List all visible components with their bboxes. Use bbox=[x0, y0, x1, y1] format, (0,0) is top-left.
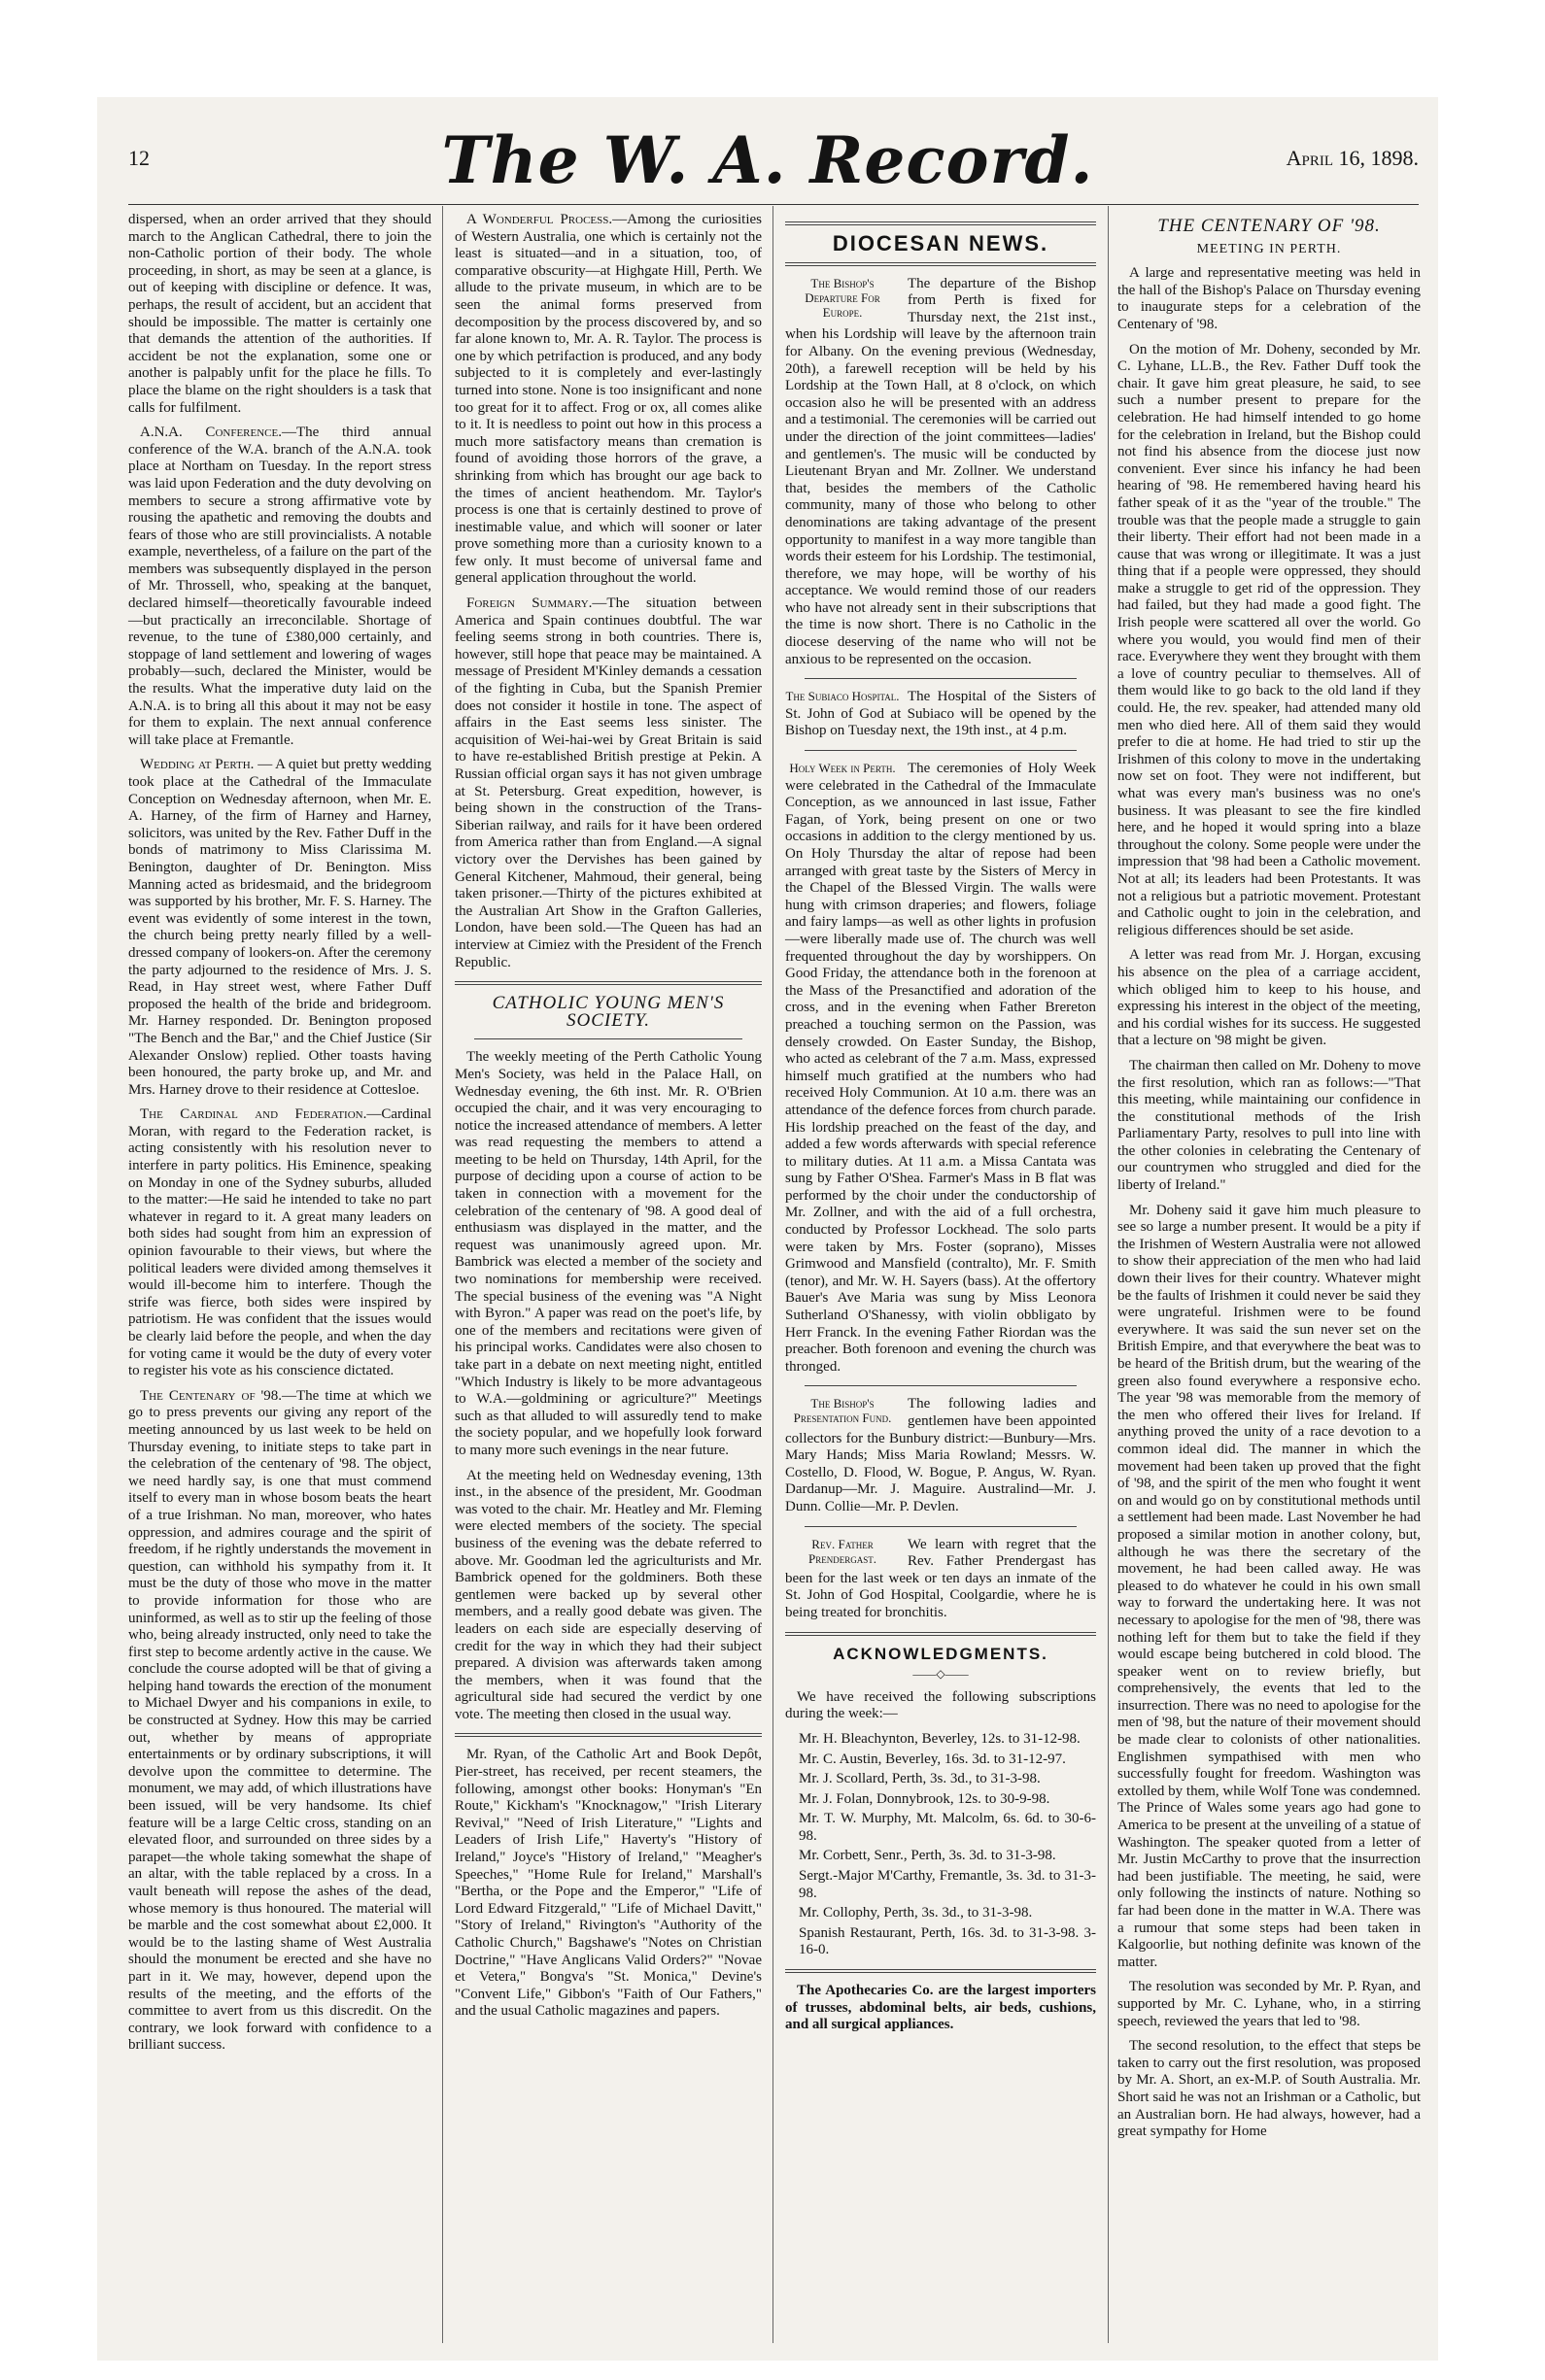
article-cardinal bbox=[128, 1106, 431, 1380]
newspaper-title: The W. A. Record. bbox=[441, 122, 1094, 198]
newspaper-page bbox=[97, 97, 1438, 2361]
section-rule bbox=[785, 221, 1096, 225]
section-subheading: MEETING IN PERTH. bbox=[1196, 241, 1342, 256]
side-heading: The Subiaco Hospital. bbox=[785, 689, 900, 704]
masthead bbox=[97, 97, 1438, 223]
list-item: Mr. Collophy, Perth, 3s. 3d., to 31-3-98. bbox=[799, 1905, 1033, 1921]
item-rule bbox=[805, 750, 1077, 751]
meeting-paragraph: A large and representative meeting was held in the hall of the Bishop's Palace on Thursday evening to inaugurate steps for a celebration of the Centenary of '98. bbox=[1117, 265, 1421, 332]
section-rule bbox=[785, 1969, 1096, 1973]
meeting-paragraph: The chairman then called on Mr. Doheny to move the first resolution, which ran as follows:—"That this meeting, while maintaining our confidence in the constitutional methods of the Irish Parliamentary Party, resolves to pull into line with the other colonies in celebrating the Centenary of our countrymen who struggled and died for the liberty of Ireland." bbox=[1117, 1057, 1421, 1194]
ack-list bbox=[785, 1731, 1096, 1959]
column-1 bbox=[128, 212, 431, 2062]
item-father-prendergast bbox=[785, 1537, 1096, 1622]
section-rule bbox=[785, 262, 1096, 266]
article-body: —The situation between America and Spain continues doubtful. The war feeling seems strong in both countries. There is, however, still hope that peace may be maintained. A message of President M'Kinley demands a cessation of the fighting in Cuba, but the Spanish Premier does not consider it hostile in tone. The aspect of affairs in the East seems less sinister. The acquisition of Wei-hai-wei by Great Britain is said to have re-established British prestige at Pekin. A Russian official organ says it has not given umbrage at St. Petersburg. Great expedition, however, is being shown in the construction of the Trans-Siberian railway, and rails for it have been ordered from America rather than from England.—A signal victory over the Dervishes has been gained by General Kitchener, Mahmoud, their general, being taken prisoner.—Thirty of the pictures exhibited at the Australian Art Show in the Grafton Galleries, London, have been sold.—The Queen has had an interview at Cimiez with the President of the French Republic. bbox=[455, 595, 762, 970]
apothecaries-advert: The Apothecaries Co. are the largest importers of trusses, abdominal belts, air beds, cushions, and all surgical appliances. bbox=[785, 1983, 1096, 2033]
list-item: Mr. J. Scollard, Perth, 3s. 3d., to 31-3-98. bbox=[799, 1771, 1041, 1787]
article-lead: A Wonderful Process. bbox=[466, 212, 613, 227]
cyms-paragraph: At the meeting held on Wednesday evening, 13th inst., in the absence of the president, Mr. Goodman was voted to the chair. Mr. Heatley and Mr. Fleming were elected members of the society. The special business of the evening was the debate referred to above. Mr. Goodman led the agriculturists and Mr. Bambrick opened for the goldminers. Both these gentlemen were backed up by several other members, and a really good debate was given. The leaders on each side are especially deserving of credit for the way in which they had their subject prepared. A division was afterwards taken among the members, when it was found that the agricultural side had secured the verdict by one vote. The meeting then closed in the usual way. bbox=[455, 1467, 762, 1722]
issue-date: April 16, 1898. bbox=[1286, 146, 1419, 170]
list-item: Mr. C. Austin, Beverley, 16s. 3d. to 31-12-97. bbox=[799, 1751, 1066, 1767]
article-body: —The third annual conference of the W.A. branch of the A.N.A. took place at Northam on Tuesday. In the report stress was laid upon Federation and the duty devolving on members to secure a strong affirmative vote by rousing the apathetic and removing the doubts and fears of those who are still provincialists. A notable example, nevertheless, of a failure on the part of the members was subsequently displayed in the person of Mr. Throssell, who, speaking at the banquet, declared himself—theoretically favourable indeed—but practically an irreconcilable. Shortage of revenue, to the tune of £380,000 certainly, and stoppage of land settlement and lowering of wages probably—such, declared the Minister, would be the results. What the imperative duty laid on the A.N.A. is to bring all this about it may not be easy for them to explain. The next annual conference will take place at Fremantle. bbox=[128, 425, 431, 748]
meeting-paragraph: On the motion of Mr. Doheny, seconded by Mr. C. Lyhane, LL.B., the Rev. Father Duff took the chair. It gave him great pleasure, he said, to see such a number present to prepare for the celebration. He had himself intended to go home for the celebration in Ireland, but the Bishop could not find his absence from the diocese just now convenient. Ever since his infancy he had been hearing of '98. He remembered having heard his father speak of it as the "year of the trouble." The trouble was that the people made a struggle to gain their liberty. Their effort had not been made in a cause that was wrong or illegitimate. It was a just thing that if a people were oppressed, they should make a struggle to get rid of the oppression. They had failed, but they had made a good fight. The Irish people were scattered all over the world. Go where you would, you would find men of their race. Everywhere they went they brought with them a love of country peculiar to themselves. All of them would like to go back to the old land if they could. He, the rev. speaker, had attended many old men who died here. All of them said they would prefer to die at home. He had tried to stir up the Irishmen of this colony to move in the undertaking now set on foot. They were not indifferent, but what was every man's business was no one's business. It was pleasant to see the fire kindled here, and he hoped it would spring into a blaze throughout the colony. Some people were under the impression that '98 had been a Catholic movement. Not at all; its leaders had been Protestants. It was not a religious but a patriotic movement. Protestant and Catholic ought to join in the celebration, and religious differences should be set aside. bbox=[1117, 341, 1421, 938]
article-lead: Foreign Summary. bbox=[466, 595, 593, 612]
item-body: The departure of the Bishop from Perth is fixed for Thursday next, the 21st inst., when his Lordship will leave by the afternoon train for Albany. On the evening previous (Wednesday, 20th), a farewell reception will be held by his Lordship at the Town Hall, at 8 o'clock, on which occasion also he will be presented with an address and a testimonial. The ceremonies will be carried out under the direction of the joint committees—ladies' and gentlemen's. The music will be conducted by Lieutenant Bryan and Mr. Zollner. We understand that, besides the members of the Catholic community, many of those who belong to other denominations are taking advantage of the present opportunity to manifest in a way more tangible than words their esteem for his Lordship. The testimonial, therefore, we may hope, will be worthy of his acceptance. We would remind those of our readers who have not already sent in their subscriptions that the time is now short. There is no Catholic in the diocese deserving of the name who will not be anxious to be represented on the occasion. bbox=[785, 275, 1096, 667]
section-heading-centenary: THE CENTENARY OF '98. bbox=[1157, 216, 1381, 236]
list-item: Mr. T. W. Murphy, Mt. Malcolm, 6s. 6d. to 30-6-98. bbox=[799, 1811, 1096, 1844]
list-item: Mr. Corbett, Senr., Perth, 3s. 3d. to 31-3-98. bbox=[799, 1848, 1056, 1864]
cyms-paragraph: The weekly meeting of the Perth Catholic Young Men's Society, was held in the Palace Hall, on Wednesday evening, the 6th inst. Mr. R. O'Brien occupied the chair, and it was very encouraging to notice the increased attendance of members. A letter was read requesting the members to attend a meeting to be held on Thursday, 14th April, for the purpose of deciding upon a course of action to be taken in connection with a movement for the celebration of the centenary of '98. A good deal of enthusiasm was displayed in the matter, and the request was unanimously agreed upon. Mr. Bambrick was elected a member of the society and two nominations for membership were received. The special business of the evening was "A Night with Byron." A paper was read on the poet's life, by one of the members and recitations were given of his principal works. Candidates were also chosen to take part in a debate on next meeting night, entitled "Which Industry is likely to be more advantageous to W.A.—goldmining or agriculture?" Meetings such as that alluded to will assuredly tend to make the society popular, and we hopefully look forward to many more such evenings in the near future. bbox=[455, 1049, 762, 1458]
article-lead: The Cardinal and Federation. bbox=[140, 1106, 367, 1123]
list-item: Sergt.-Major M'Carthy, Fremantle, 3s. 3d. to 31-3-98. bbox=[799, 1868, 1096, 1901]
article-body: —The time at which we go to press prevents our giving any report of the meeting announced by us last week to be held on Thursday evening, to initiate steps to take part in the celebration of the centenary of '98. The object, we need hardly say, is one that must commend itself to every man in whose bosom beats the heart of a true Irishman. No man, moreover, who hates oppression, and admires courage and the spirit of freedom, if he rightly understands the movement in question, can withhold his sympathy from it. It must be the duty of those who move in the matter to provide information for those who are uninformed, as well as to stir up the feeling of those who, being already instructed, only need to take the first step to become ardently active in the cause. We conclude the course adopted will be that of giving a helping hand towards the erection of the monument to Michael Dwyer and his companions in exile, to be constructed at Sydney. How this may be carried out, whether by means of appropriate entertainments or by ordinary subscriptions, it will devolve upon the committee to determine. The monument, we may add, of which illustrations have been issued, will be very handsome. Its chief feature will be a large Celtic cross, standing on an elevated floor, and surrounded on three sides by a parapet—the whole taking somewhat the shape of an altar, with the table replaced by a cross. In a vault beneath will repose the ashes of the dead, whose memory is thus honoured. The material will be marble and the cost somewhat about £2,000. It would be to the lasting shame of West Australia should the monument be erected and she have no part in it. We may, however, depend upon the results of the meeting, and the efforts of the committee to avert from us this discredit. On the contrary, we look forward with confidence to a brilliant success. bbox=[128, 1387, 432, 2054]
article-centenary bbox=[128, 1388, 431, 2055]
item-rule bbox=[805, 1526, 1077, 1527]
meeting-paragraph: The resolution was seconded by Mr. P. Ryan, and supported by Mr. C. Lyhane, who, in a stirring speech, reviewed the years that led to '98. bbox=[1117, 1979, 1421, 2029]
article-lead: A.N.A. Conference. bbox=[140, 425, 282, 441]
item-subiaco-hospital bbox=[785, 689, 1096, 740]
item-rule bbox=[805, 678, 1077, 679]
meeting-paragraph: The second resolution, to the effect that steps be taken to carry out the first resolution, was proposed by Mr. A. Short, an ex-M.P. of South Australia. Mr. Short said he was not an Irishman or a Catholic, but an Australian born. He had always, however, had a great sympathy for Home bbox=[1117, 2038, 1421, 2140]
ornament-divider: ——◇—— bbox=[912, 1667, 969, 1682]
article-body: — A quiet but pretty wedding took place at the Cathedral of the Immaculate Conception on Wednesday afternoon, when Mr. E. A. Harney, of the firm of Harney and Harney, solicitors, was united by the Rev. Father Duff in the bonds of matrimony to Miss Clarissima M. Benington, daughter of Dr. Benington. Miss Manning acted as bridesmaid, and the bridegroom was supported by his brother, Mr. F. S. Harney. The event was evidently of some interest in the town, the church being pretty nearly filled by a well-dressed company of lookers-on. After the ceremony the party adjourned to the residence of Mrs. J. S. Read, in Hay street west, where Father Duff proposed the health of the bride and bridegroom. Mr. Harney responded. Dr. Benington proposed "The Bench and the Bar," and the Chief Justice (Sir Alexander Onslow) replied. Other toasts having been honoured, the party broke up, and Mr. and Mrs. Harney drove to their residence at Cottesloe. bbox=[128, 757, 431, 1098]
section-heading-diocesan: DIOCESAN NEWS. bbox=[832, 231, 1049, 255]
column-3 bbox=[785, 212, 1096, 2042]
item-body: The following ladies and gentlemen have been appointed collectors for the Bunbury district:—Bunbury—Mrs. Mary Hands; Miss Maria Rowland; Messrs. W. Costello, D. Flood, W. Bogue, P. Angus, W. Ryan. Dardanup—Mr. J. Maguire. Australind—Mr. J. Dunn. Collie—Mr. P. Devlen. bbox=[785, 1396, 1096, 1514]
item-rule bbox=[805, 1385, 1077, 1386]
article-body: —Cardinal Moran, with regard to the Federation racket, is acting consistently with his resolution never to interfere in party politics. His Eminence, speaking on Monday in one of the Sydney suburbs, alluded to the matter:—He said he intended to take no part whatever in regard to it. A great many leaders on both sides had sought from him an expression of opinion favourable to their views, but where the political leaders were divided among themselves it would ill-become him to interfere. Though the strife was fierce, both sides were inspired by patriotism. He was confident that the issues would be clearly laid before the people, and when the day for voting came it would be the duty of every voter to register his vote as his conscience dictated. bbox=[128, 1106, 431, 1379]
article-lead: The Centenary of '98. bbox=[140, 1387, 283, 1404]
column-divider bbox=[772, 206, 773, 2343]
item-body: The Hospital of the Sisters of St. John of God at Subiaco will be opened by the Bishop on Tuesday next, the 19th inst., at 4 p.m. bbox=[785, 689, 1096, 739]
side-heading: The Bishop's Departure For Europe. bbox=[805, 275, 880, 320]
meeting-paragraph: A letter was read from Mr. J. Horgan, excusing his absence on the plea of a carriage accident, which obliged him to keep to his house, and expressing his interest in the object of the meeting, and his cordial wishes for its success. He suggested that a lecture on '98 might be given. bbox=[1117, 947, 1421, 1049]
article-ana-conference bbox=[128, 425, 431, 749]
column-divider bbox=[1108, 206, 1109, 2343]
article-wedding bbox=[128, 757, 431, 1099]
section-rule bbox=[474, 1038, 742, 1039]
item-body: We learn with regret that the Rev. Father Prendergast has been for the last week or ten days an inmate of the St. John of God Hospital, Coolgardie, where he is being treated for bronchitis. bbox=[785, 1536, 1096, 1620]
article-lead: Wedding at Perth. bbox=[140, 757, 255, 773]
article-foreign-summary bbox=[455, 595, 762, 971]
book-depot-notice: Mr. Ryan, of the Catholic Art and Book Depôt, Pier-street, has received, per recent steamers, the following, amongst other books: Honyman's "En Route," Kickham's "Knocknagow," "Irish Literary Revival," "Need of Irish Literature," "Lights and Leaders of Irish Life," Haverty's "History of Ireland," Joyce's "History of Ireland," "Meagher's Speeches," "Home Rule for Ireland," Marshall's "Bertha, or the Pope and the Emperor," "Life of Lord Edward Fitzgerald," "Life of Michael Davitt," "Story of Ireland," Rivington's "Authority of the Catholic Church," Bagshawe's "Notes on Christian Doctrine," "Have Anglicans Valid Orders?" "Novae et Vetera," Bongva's "St. Monica," Devine's "Convent Life," Gibbon's "Faith of Our Fathers," and the usual Catholic magazines and papers. bbox=[455, 1747, 762, 2020]
ack-intro: We have received the following subscriptions during the week:— bbox=[785, 1688, 1096, 1722]
section-heading-acknowledgments: ACKNOWLEDGMENTS. bbox=[833, 1644, 1048, 1663]
side-heading: The Bishop's Presentation Fund. bbox=[793, 1396, 892, 1426]
page-number: 12 bbox=[128, 146, 150, 170]
article-body: —Among the curiosities of Western Australia, one which is certainly not the least is situated—and in a situation, too, of comparative obscurity—at Highgate Hill, Perth. We allude to the private museum, in which are to be seen the animal forms preserved from decomposition by the process discovered by, and so far alone known to, Mr. A. R. Taylor. The process is one by which petrifaction is produced, and any body subjected to it is completely and ever-lastingly turned into stone. None is too insignificant and none too great for it to affect. Frog or ox, all comes alike to it. It is needless to point out how in this process a much more satisfactory means than cremation is found of avoiding those horrors of the grave, a shrinking from which has brought our age back to the times of ancient heathendom. Mr. Taylor's process is one that is certainly destined to prove of inestimable value, and which will sooner or later prove something more than a curiosity known to a few only. It must become of universal fame and general application throughout the world. bbox=[455, 212, 762, 587]
section-rule bbox=[455, 1733, 762, 1737]
column-2 bbox=[455, 212, 762, 2028]
column-divider bbox=[442, 206, 443, 2343]
section-rule bbox=[455, 981, 762, 985]
item-presentation-fund bbox=[785, 1396, 1096, 1515]
item-body: The ceremonies of Holy Week were celebrated in the Cathedral of the Immaculate Conception, as we announced in last issue, Father Fagan, of York, being present on one or two occasions in addition to the clergy mentioned by us. On Holy Thursday the altar of repose had been arranged with great taste by the Sisters of Mercy in the Chapel of the Blessed Virgin. The walls were hung with crimson draperies; and flowers, foliage and fairy lamps—as well as other lights in profusion—were liberally made use of. The church was well frequented throughout the day by worshippers. On Good Friday, the attendance both in the forenoon at the Mass of the Presanctified and adoration of the cross, and in the evening when Father Brereton preached a touching sermon on the Passion, was densely crowded. On Easter Sunday, the Bishop, who acted as celebrant of the 7 a.m. Mass, expressed himself much gratified at the numbers who had received Holy Communion. At 10 a.m. there was an attendance of the defence forces from church parade. His lordship preached on the feast of the day, and added a few words afterwards with special reference to military duties. At 11 a.m. a Missa Cantata was sung by Father O'Shea. Farmer's Mass in B flat was performed by the choir under the conductorship of Mr. Zollner, and with the aid of a full orchestra, conducted by Professor Lockhead. The solo parts were taken by Mrs. Foster (soprano), Misses Grimwood and Mansfield (contralto), Mr. F. Smith (tenor), and Mr. W. H. Sayers (bass). At the offertory Bauer's Ave Maria was sung by Miss Leonora Sutherland O'Shanessy, with violin obbligato by Herr Franck. In the evening Father Riordan was the preacher. Both forenoon and evening the church was thronged. bbox=[785, 761, 1096, 1375]
item-holy-week bbox=[785, 761, 1096, 1376]
section-heading-cyms: CATHOLIC YOUNG MEN'S SOCIETY. bbox=[492, 993, 725, 1031]
list-item: Mr. J. Folan, Donnybrook, 12s. to 30-9-98. bbox=[799, 1790, 1050, 1807]
item-bishop-departure bbox=[785, 276, 1096, 669]
list-item: Mr. H. Bleachynton, Beverley, 12s. to 31-12-98. bbox=[799, 1730, 1081, 1747]
column-4 bbox=[1117, 212, 1421, 2149]
list-item: Spanish Restaurant, Perth, 16s. 3d. to 31-3-98. 3-16-0. bbox=[799, 1924, 1096, 1958]
article-continuation: dispersed, when an order arrived that they should march to the Anglican Cathedral, there to join the non-Catholic portion of their body. The whole proceeding, in short, as may be seen at a glance, is out of keeping with discipline or defence. It was, perhaps, the result of accident, but an accident that should be impossible. The matter is certainly one that demands the attention of the authorities. If accident be not the explanation, some one or another is palpably unfit for the place he fills. To place the blame on the right shoulders is a task that calls for fulfilment. bbox=[128, 212, 431, 416]
section-rule bbox=[785, 1632, 1096, 1636]
meeting-paragraph: Mr. Doheny said it gave him much pleasure to see so large a number present. It would be a pity if the Irishmen of Western Australia were not allowed to show their appreciation of the men who had laid down their lives for their country. Whatever might be the faults of Irishmen it could never be said they were ungrateful. Irishmen were to be found everywhere. It was said the sun never set on the British Empire, and that everywhere the beat was to be heard of the British drum, but the wearing of the green also found everywhere a responsive echo. The year '98 was memorable from the memory of the men who offered their lives for Ireland. If anything proved the unity of a race devotion to a common ideal did. The manner in which the movement had been taken up proved that the fight of '98, and the spirit of the men who fought it went on and would go on by constitutional methods until a settlement had been made. Last November he had proposed a similar motion in another colony, but, although he was there the secretary of the movement, he had been called away. He was pleased to do whatever he could in his own small way to forward the undertaking here. It was not necessary to apologise for the men of '98, there was nothing left for them but to take the field if they would escape being butchered in cold blood. The speaker went on to review briefly, but comprehensively, the events that led to the insurrection. There was no need to apologise for the men of '98, but the nature of their movement should be made clear to colonists of other nationalities. Englishmen sympathised with men who successfully fought for freedom. Washington was extolled by them, while Wolf Tone was condemned. The Prince of Wales some years ago had gone to America to be present at the unveiling of a statue of Washington. The speaker quoted from a letter of Mr. Justin McCarthy to prove that the insurrection had been justifiable. The meeting, he said, were only following the instincts of nature. Nothing so far had been done in the matter in W.A. There was a rumour that some steps had been taken in Kalgoorlie, but nothing definite was known of the matter. bbox=[1117, 1202, 1421, 1970]
masthead-rule bbox=[128, 204, 1419, 205]
side-heading: Rev. Father Prendergast. bbox=[808, 1536, 876, 1566]
article-wonderful-process bbox=[455, 212, 762, 588]
side-heading: Holy Week in Perth. bbox=[789, 761, 896, 776]
